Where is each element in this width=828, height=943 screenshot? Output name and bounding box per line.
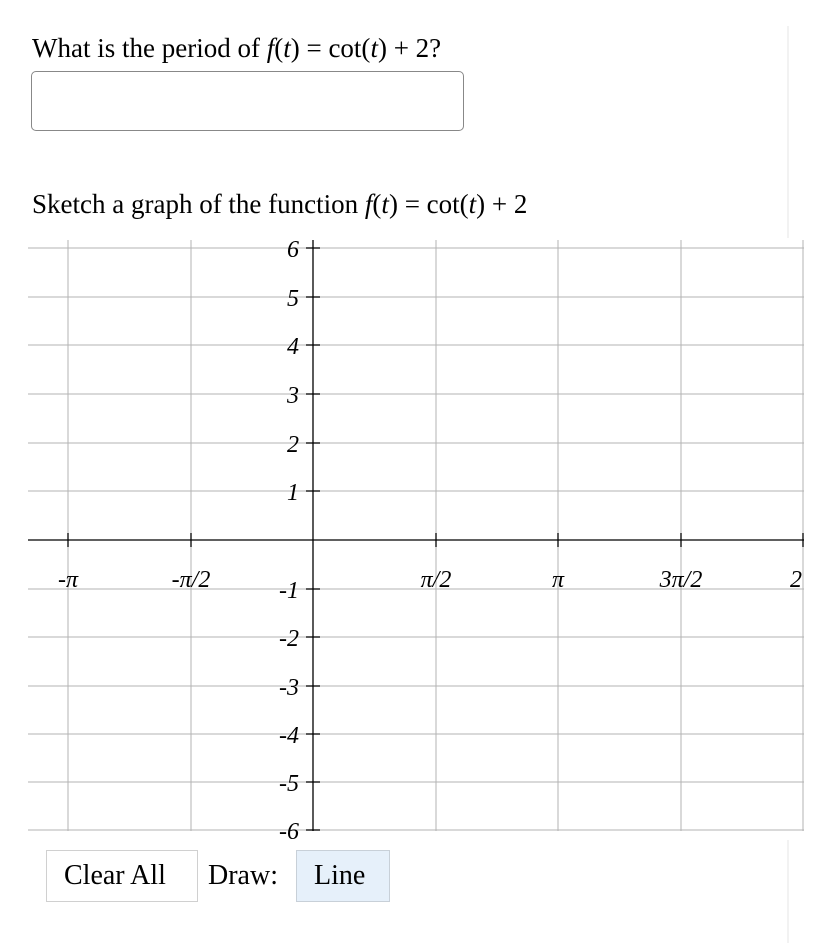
y-tick-label: 2 [287,432,299,458]
line-tool-button[interactable]: Line [296,850,390,902]
y-tick-label: 4 [287,334,299,360]
y-tick-label: 3 [287,383,299,409]
clear-all-button[interactable]: Clear All [46,850,198,902]
y-tick-label: -2 [279,626,299,652]
y-tick-label: -4 [279,723,299,749]
graph-canvas[interactable] [0,230,828,840]
y-tick-label: -3 [279,675,299,701]
y-tick-label: -6 [279,819,299,840]
sketch-rparen: ) [388,189,398,219]
y-tick-label: 1 [287,480,299,506]
right-divider-bottom [787,840,789,943]
y-tick-label: 5 [287,286,299,312]
x-tick-label: -π/2 [171,567,211,593]
sketch-lparen: ( [372,189,382,219]
right-divider-top [787,26,789,238]
question-rest: = cot( [299,33,371,63]
x-tick-label: 3π/2 [659,567,703,593]
y-tick-label: -5 [279,771,299,797]
question-lparen: ( [274,33,284,63]
x-tick-label: -π [57,567,79,593]
sketch-tail: ) + 2 [476,189,528,219]
draw-mode-label: Draw: [208,860,278,891]
sketch-var: t [381,189,389,219]
sketch-fn-name: f [364,189,373,219]
question-text [32,28,441,68]
x-tick-label: 2 [790,567,802,593]
question-tail: ) + 2? [377,33,442,63]
y-tick-label: -1 [279,578,299,604]
sketch-prefix: Sketch a graph of the function [32,189,365,219]
question-var: t [283,33,291,63]
x-tick-label: π/2 [420,567,452,593]
sketch-rest: = cot( [397,189,469,219]
sketch-var2: t [468,189,477,219]
y-tick-label: 6 [287,237,299,263]
x-tick-label: π [551,567,565,593]
sketch-instruction [32,184,527,224]
question-var2: t [370,33,378,63]
question-rparen: ) [290,33,300,63]
question-prefix: What is the period of [32,33,267,63]
question-fn-name: f [266,33,275,63]
period-answer-input[interactable] [31,71,464,131]
